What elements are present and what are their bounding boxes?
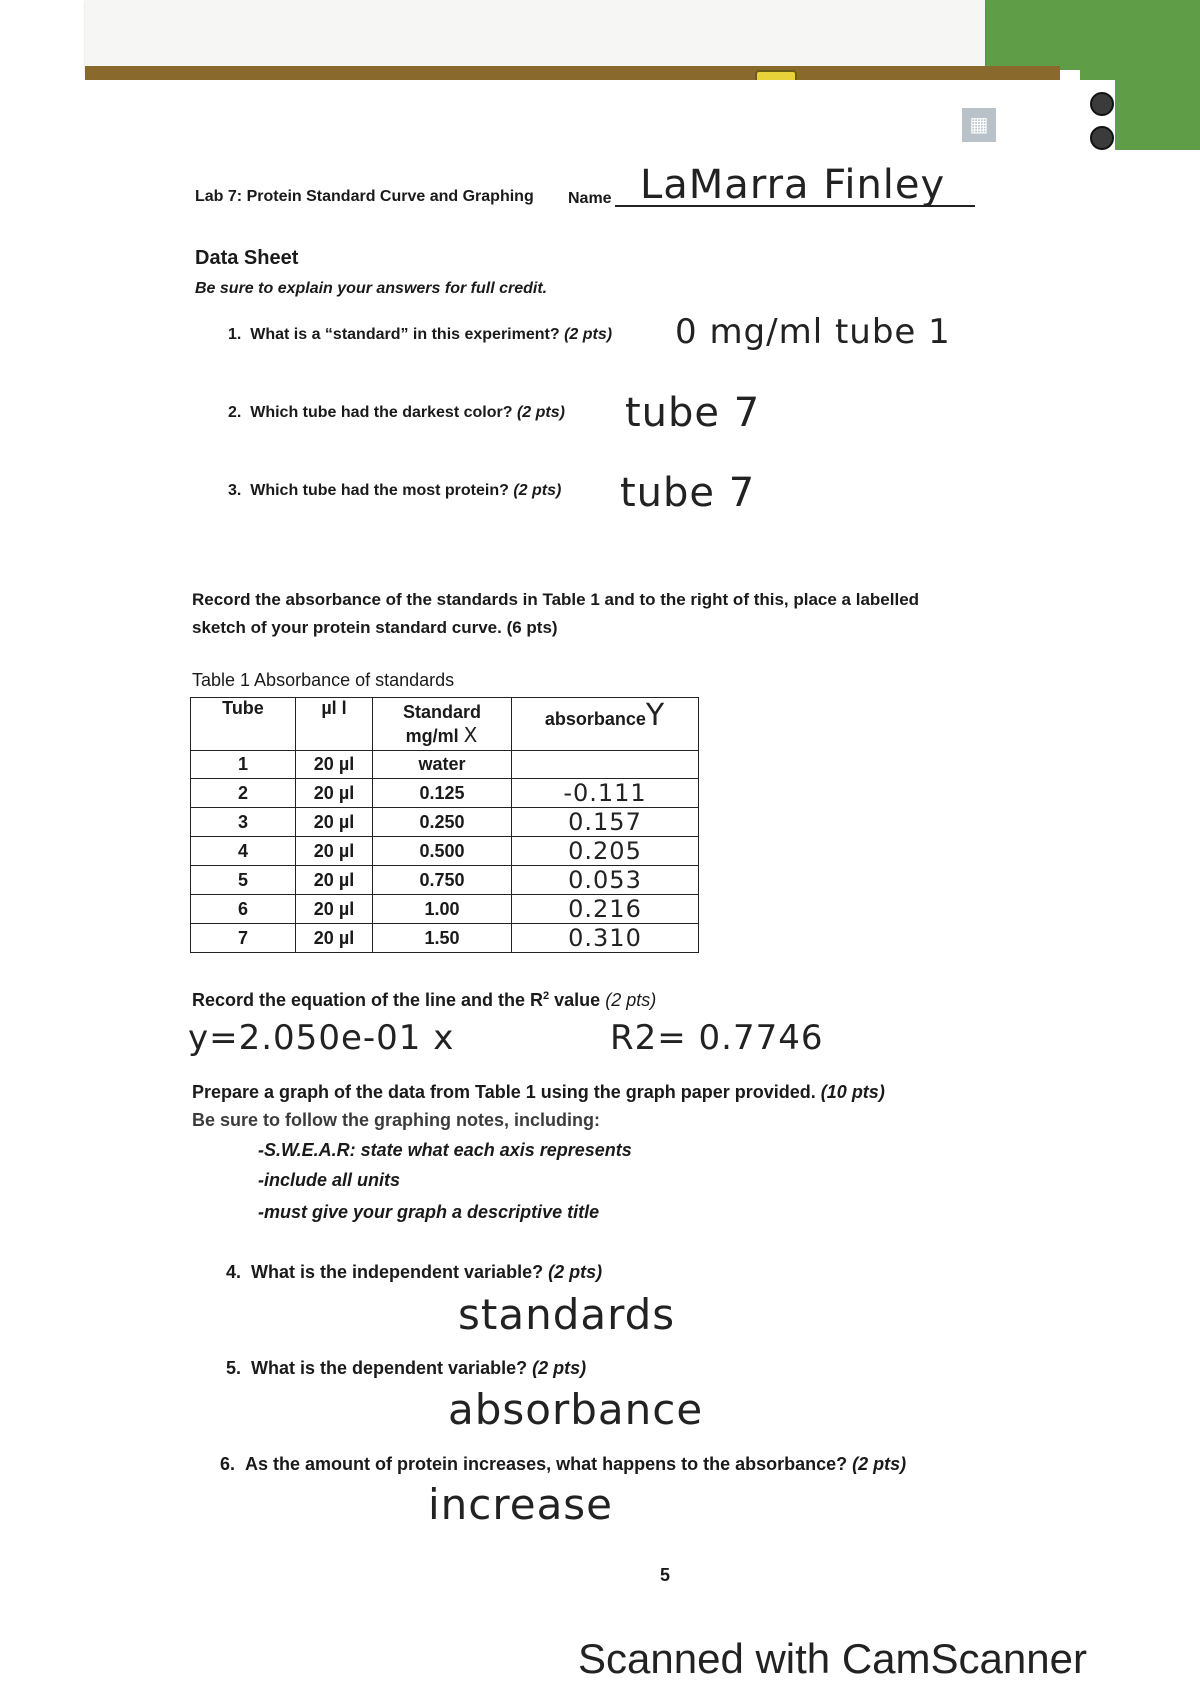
header-absorbance: absorbanceY [512,698,699,751]
answer-2: tube 7 [625,390,761,436]
qr-stamp-icon: ▦ [962,108,996,142]
absorbance-table [190,697,699,953]
data-sheet-title: Data Sheet [195,247,299,269]
question-3: 3. Which tube had the most protein? (2 pts) [228,482,562,499]
r-squared-answer: R2= 0.7746 [610,1018,824,1058]
header-standard: Standard mg/ml X [373,698,512,751]
answer-6: increase [428,1480,614,1529]
record-instruction-line1: Record the absorbance of the standards in Table 1 and to the right of this, place a labelled [192,590,920,609]
answer-4: standards [458,1290,676,1339]
question-2: 2. Which tube had the darkest color? (2 pts) [228,404,565,421]
equation-prompt: Record the equation of the line and the $R^2$ value (2 pts) [192,990,657,1010]
graph-note: -S.W.E.A.R: state what each axis represents [258,1140,632,1160]
name-label: Name [568,190,612,207]
table-row: 6 20 µl 1.00 0.216 [191,895,699,924]
header-ul: µl l [296,698,373,751]
question-1: 1. What is a “standard” in this experiment? (2 pts) [228,326,613,343]
question-6: 6. As the amount of protein increases, what happens to the absorbance? (2 pts) [220,1454,907,1474]
student-name: LaMarra Finley [640,162,946,208]
table-row: 7 20 µl 1.50 0.310 [191,924,699,953]
equation-answer: y=2.050e-01 x [188,1018,455,1058]
table-row: 5 20 µl 0.750 0.053 [191,866,699,895]
binder-ring-icon [1090,92,1114,116]
binder-ring-icon [1090,126,1114,150]
answer-3: tube 7 [620,470,756,516]
graph-instruction-line1: Prepare a graph of the data from Table 1 using the graph paper provided. (10 pts) [192,1082,885,1102]
underlying-sheet [85,0,985,72]
record-instruction-line2: sketch of your protein standard curve. (6 pts) [192,618,558,637]
table-row: 1 20 µl water [191,751,699,779]
graph-note: -must give your graph a descriptive title [258,1202,600,1222]
question-5: 5. What is the dependent variable? (2 pts) [226,1358,587,1378]
camscanner-watermark: Scanned with CamScanner [578,1635,1087,1682]
answer-5: absorbance [448,1385,704,1434]
page-number: 5 [660,1565,671,1585]
data-sheet-instruction: Be sure to explain your answers for full credit. [195,280,548,297]
graph-note: -include all units [258,1170,401,1190]
graph-instruction-line2: Be sure to follow the graphing notes, including: [192,1110,600,1130]
table-row: 3 20 µl 0.250 0.157 [191,808,699,837]
answer-1: 0 mg/ml tube 1 [675,312,951,352]
header-tube: Tube [191,698,296,751]
table-row: 2 20 µl 0.125 -0.111 [191,779,699,808]
lab-title: Lab 7: Protein Standard Curve and Graphing [195,188,534,205]
question-4: 4. What is the independent variable? (2 pts) [226,1262,603,1282]
table-row: 4 20 µl 0.500 0.205 [191,837,699,866]
table-caption: Table 1 Absorbance of standards [192,670,455,690]
table-header-row [191,698,699,751]
